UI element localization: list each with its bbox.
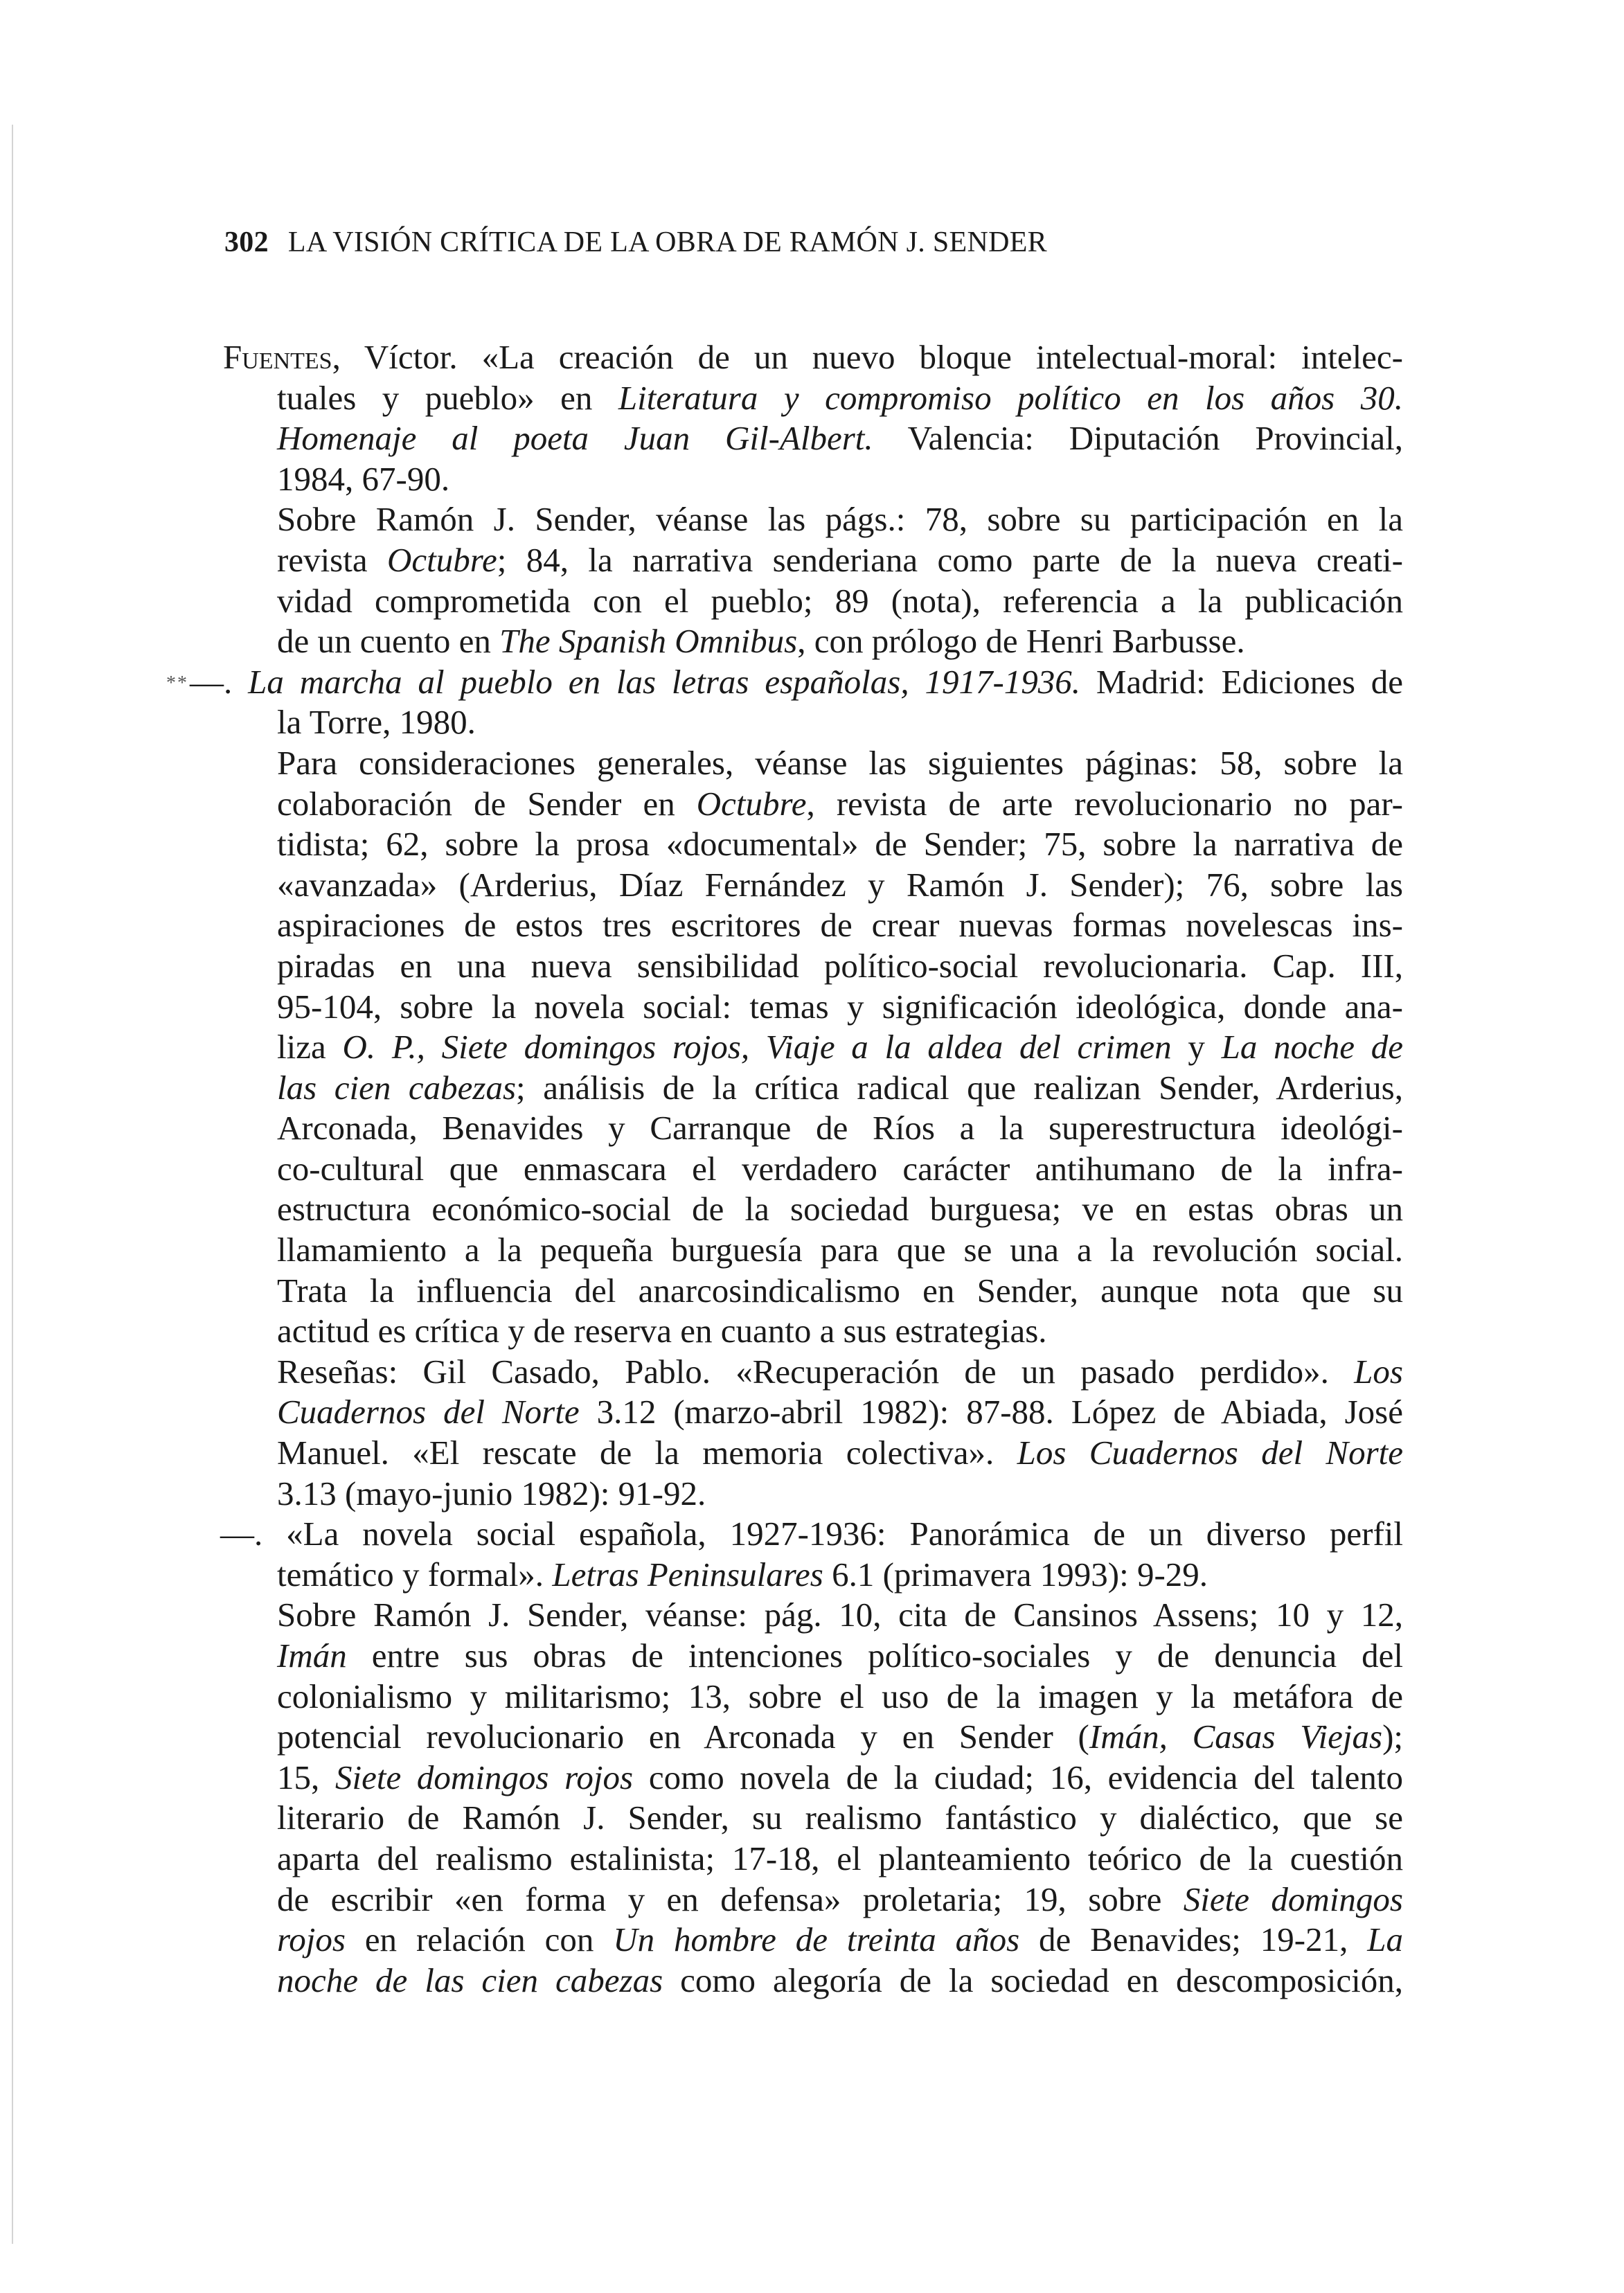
annotation-text: literario de Ramón J. Sender, su realismo fantástico y dialéctico, que se: [277, 1799, 1403, 1837]
annotation-line: [223, 1068, 1403, 1109]
bib-entry-marcha-al-pueblo: [166, 662, 1404, 1514]
journal-title: Letras Peninsulares: [552, 1555, 823, 1594]
review-line: [223, 1392, 1403, 1433]
citation-text: tuales y pueblo» en: [277, 378, 618, 417]
annotation-text: de Benavides; 19-21,: [1019, 1920, 1368, 1959]
entry-line: [166, 662, 1404, 703]
annotation-text: actitud es crítica y de reserva en cuanto a sus estrategias.: [277, 1312, 1047, 1350]
book-title: La marcha al pueblo en las letras españolas, 1917-1936.: [248, 662, 1081, 701]
review-text: Reseñas: Gil Casado, Pablo. «Recuperación de un pasado perdido».: [277, 1352, 1355, 1391]
page-number: 302: [224, 226, 269, 258]
annotation-line: [223, 1311, 1403, 1352]
annotation-line: [223, 1758, 1403, 1799]
annotation-text: de un cuento en: [277, 622, 500, 661]
book-title: Siete domingos rojos: [334, 1758, 634, 1796]
annotation-text: 95-104, sobre la novela social: temas y significación ideológica, donde ana-: [277, 987, 1403, 1026]
running-head: [224, 225, 1047, 260]
scan-edge-line: [12, 125, 13, 2244]
book-title: Homenaje al poeta Juan Gil-Albert.: [277, 419, 873, 458]
entry-line: [223, 378, 1403, 419]
annotation-text: de escribir «en forma y en defensa» proletaria; 19, sobre: [277, 1880, 1184, 1918]
book-title: noche de las cien cabezas: [277, 1961, 663, 1999]
book-title: Imán: [277, 1636, 347, 1675]
annotation-text: potencial revolucionario en Arconada y en Sender (: [277, 1717, 1089, 1756]
annotation-text: y: [1171, 1028, 1222, 1067]
annotation-line: [223, 987, 1403, 1028]
book-title: las cien cabezas: [277, 1068, 517, 1107]
annotation-text: «avanzada» (Arderius, Díaz Fernández y Ramón J. Sender); 76, sobre las: [277, 865, 1403, 904]
annotation-line: [223, 1271, 1403, 1312]
citation-text: Valencia: Diputación Provincial,: [873, 419, 1404, 458]
annotation-text: ; análisis de la crítica radical que realizan Sender, Arderius,: [516, 1068, 1403, 1107]
annotation-line: [223, 946, 1403, 987]
entry-line: [223, 702, 1403, 743]
annotation-line: [223, 743, 1403, 784]
bibliography: [166, 337, 1404, 2001]
bib-entry-fuentes-bloque: [223, 337, 1403, 662]
annotation-text: ; 84, la narrativa senderiana como parte de la nueva creati-: [497, 540, 1403, 579]
author-name: Fuentes: [223, 338, 332, 376]
entry-line: [223, 337, 1403, 378]
annotation-line: [223, 1880, 1403, 1920]
review-text: 3.12 (marzo-abril 1982): 87-88. López de Abiada, José: [579, 1393, 1403, 1431]
annotation-line: [223, 1108, 1403, 1149]
annotation-line: [223, 1717, 1403, 1758]
annotation-line: [223, 1027, 1403, 1068]
annotation-line: [223, 499, 1403, 540]
book-title: The Spanish Omnibus: [499, 622, 798, 661]
book-title: La: [1367, 1920, 1403, 1959]
annotation-text: , revista de arte revolucionario no par-: [806, 784, 1403, 823]
entry-line: [220, 1514, 1404, 1555]
annotation-text: co-cultural que enmascara el verdadero carácter antihumano de la infra-: [277, 1149, 1403, 1188]
annotation-line: [223, 865, 1403, 906]
entry-line: [223, 459, 1403, 500]
journal-title: Octubre: [696, 784, 807, 823]
review-text: 3.13 (mayo-junio 1982): 91-92.: [277, 1474, 706, 1513]
importance-stars: **: [166, 672, 188, 694]
citation-text: 1984, 67-90.: [277, 459, 450, 498]
journal-title: Cuadernos del Norte: [277, 1393, 580, 1431]
book-title: Un hombre de treinta años: [613, 1920, 1020, 1959]
annotation-line: [223, 1677, 1403, 1717]
bib-entry-novela-social: [220, 1514, 1404, 2001]
annotation-line: [223, 540, 1403, 581]
ditto-dash: —.: [220, 1515, 287, 1553]
annotation-line: [223, 1230, 1403, 1271]
citation-text: , Víctor. «La creación de un nuevo bloque intelectual-moral: intelec-: [332, 338, 1403, 376]
annotation-line: [223, 1961, 1403, 2001]
book-title: O. P., Siete domingos rojos, Viaje a la aldea del crimen: [342, 1028, 1172, 1067]
entry-line: [223, 418, 1403, 459]
annotation-line: [223, 1595, 1403, 1636]
annotation-text: 15,: [277, 1758, 335, 1796]
annotation-line: [223, 621, 1403, 662]
annotation-text: estructura económico-social de la sociedad burguesa; ve en estas obras un: [277, 1190, 1403, 1229]
annotation-text: , con prólogo de Henri Barbusse.: [797, 622, 1245, 661]
annotation-text: Arconada, Benavides y Carranque de Ríos a la superestructura ideológi-: [277, 1109, 1403, 1148]
annotation-text: tidista; 62, sobre la prosa «documental» de Sender; 75, sobre la narrativa de: [277, 825, 1403, 864]
journal-title: Los Cuadernos del Norte: [1017, 1434, 1403, 1472]
annotation-text: aspiraciones de estos tres escritores de crear nuevas formas novelescas ins-: [277, 906, 1403, 945]
journal-title: Los: [1354, 1352, 1403, 1391]
book-title: Imán, Casas Viejas: [1089, 1717, 1383, 1756]
journal-title: Octubre: [387, 540, 497, 579]
annotation-text: piradas en una nueva sensibilidad político-social revolucionaria. Cap. III,: [277, 946, 1403, 985]
citation-text: temático y formal».: [277, 1555, 553, 1594]
annotation-text: liza: [277, 1028, 343, 1067]
annotation-text: Para consideraciones generales, véanse las siguientes páginas: 58, sobre la: [277, 743, 1403, 782]
annotation-text: vidad comprometida con el pueblo; 89 (nota), referencia a la publicación: [277, 581, 1403, 620]
review-line: [223, 1352, 1403, 1393]
annotation-line: [223, 1798, 1403, 1839]
annotation-text: como alegoría de la sociedad en descomposición,: [663, 1961, 1403, 1999]
annotation-text: revista: [277, 540, 388, 579]
running-head-title: LA VISIÓN CRÍTICA DE LA OBRA DE RAMÓN J. SENDER: [287, 226, 1047, 258]
annotation-text: en relación con: [345, 1920, 614, 1959]
annotation-text: colonialismo y militarismo; 13, sobre el uso de la imagen y la metáfora de: [277, 1677, 1403, 1715]
annotation-text: Sobre Ramón J. Sender, véanse las págs.: 78, sobre su participación en la: [277, 500, 1403, 539]
citation-text: 6.1 (primavera 1993): 9-29.: [823, 1555, 1208, 1594]
citation-text: Madrid: Ediciones de: [1080, 662, 1404, 701]
annotation-text: aparta del realismo estalinista; 17-18, el planteamiento teórico de la cuestión: [277, 1839, 1403, 1877]
annotation-line: [223, 824, 1403, 865]
annotation-line: [223, 1839, 1403, 1880]
entry-line: [223, 1555, 1403, 1596]
annotation-line: [223, 905, 1403, 946]
annotation-text: entre sus obras de intenciones político-sociales y de denuncia del: [346, 1636, 1403, 1675]
annotation-line: [223, 1149, 1403, 1190]
annotation-text: colaboración de Sender en: [277, 784, 697, 823]
annotation-text: llamamiento a la pequeña burguesía para que se una a la revolución social.: [277, 1231, 1403, 1269]
review-line: [223, 1474, 1403, 1515]
book-title: La noche de: [1221, 1028, 1404, 1067]
annotation-line: [223, 1636, 1403, 1677]
book-title: rojos: [277, 1920, 346, 1959]
review-line: [223, 1433, 1403, 1474]
annotation-line: [223, 1189, 1403, 1230]
review-text: Manuel. «El rescate de la memoria colectiva».: [277, 1434, 1017, 1472]
annotation-text: Trata la influencia del anarcosindicalismo en Sender, aunque nota que su: [277, 1271, 1403, 1310]
annotation-line: [223, 784, 1403, 825]
book-title: Siete domingos: [1183, 1880, 1403, 1918]
annotation-text: );: [1382, 1717, 1403, 1756]
annotation-text: Sobre Ramón J. Sender, véanse: pág. 10, cita de Cansinos Assens; 10 y 12,: [277, 1596, 1403, 1634]
book-title: Literatura y compromiso político en los años 30.: [618, 378, 1403, 417]
annotation-line: [223, 1920, 1403, 1961]
annotation-line: [223, 581, 1403, 622]
citation-text: «La novela social española, 1927-1936: Panorámica de un diverso perfil: [286, 1515, 1404, 1553]
annotation-text: como novela de la ciudad; 16, evidencia del talento: [633, 1758, 1404, 1796]
citation-text: la Torre, 1980.: [277, 703, 476, 742]
ditto-dash: —.: [190, 662, 249, 701]
